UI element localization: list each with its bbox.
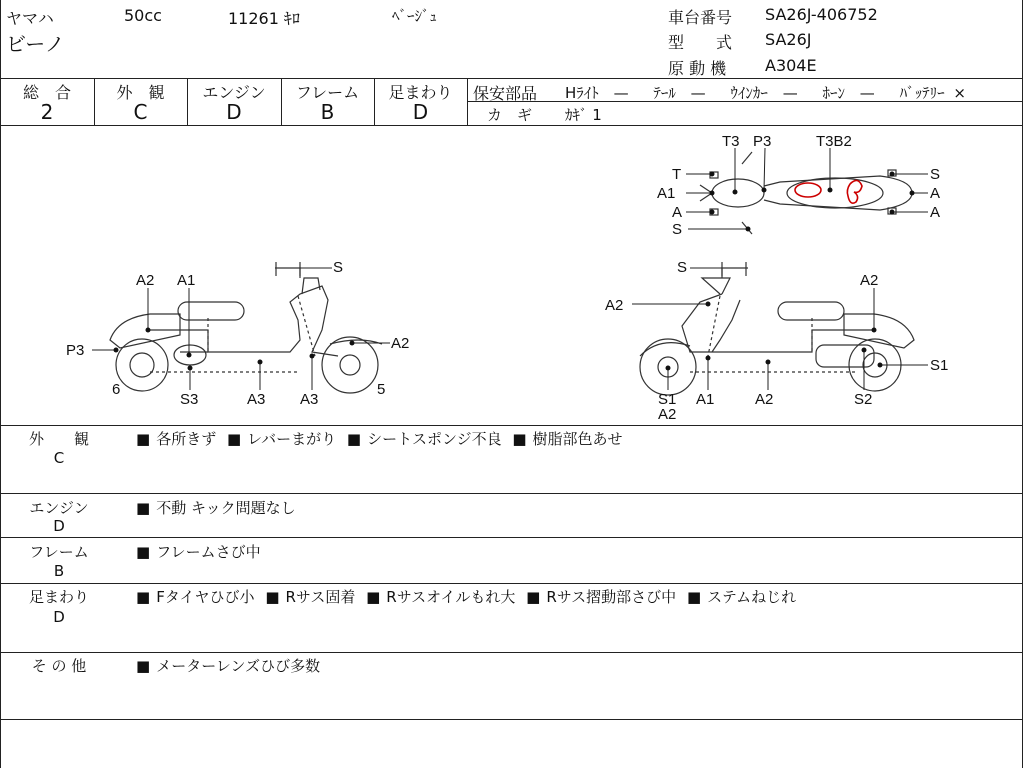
section-exterior-label: 外 観 [28, 430, 89, 448]
section-suspension-notes [136, 586, 802, 607]
exterior-grade: C [133, 100, 148, 124]
section-engine-notes [136, 497, 302, 518]
winker-label: ｳｲﾝｶｰ [730, 84, 768, 102]
note: 各所きず [156, 430, 217, 448]
battery-label: ﾊﾞｯﾃﾘｰ [899, 84, 945, 102]
section-exterior-grade: C [53, 449, 65, 467]
label-right-s2: S2 [854, 391, 873, 408]
label-left-a2: A2 [136, 272, 155, 289]
label-t3b2: T3B2 [816, 133, 852, 150]
section-engine-label: エンジン [29, 499, 89, 517]
label-a-right-2: A [930, 204, 941, 221]
note: Rサス固着 [285, 588, 356, 606]
engine-value: A304E [765, 56, 817, 75]
label-a-right-1: A [930, 185, 941, 202]
model-name: ビーノ [6, 32, 65, 56]
label-left-a1: A1 [177, 272, 196, 289]
bullet: ■ [136, 430, 151, 448]
suspension-grade: D [412, 100, 429, 124]
divider [0, 493, 1023, 494]
frame-grade-label: フレーム [295, 83, 360, 102]
engine-grade: D [226, 100, 242, 124]
engine-label: 原 動 機 [668, 59, 727, 78]
section-frame-grade: B [53, 562, 65, 580]
divider [0, 537, 1023, 538]
top-view [700, 152, 912, 234]
overall-label: 総 合 [22, 83, 71, 102]
label-a1: A1 [657, 185, 676, 202]
divider [0, 719, 1023, 720]
label-s-right: S [930, 166, 941, 183]
divider [0, 78, 1023, 79]
displacement: 50cc [124, 6, 162, 25]
label-t3: T3 [722, 133, 740, 150]
label-p3: P3 [753, 133, 772, 150]
label-left-5: 5 [377, 381, 386, 398]
bullet: ■ [366, 588, 381, 606]
safety-label: 保安部品 [473, 84, 538, 103]
label-a-left: A [672, 204, 683, 221]
label-right-s1b: S1 [658, 391, 677, 408]
label-t: T [672, 166, 682, 183]
bullet: ■ [512, 430, 527, 448]
note: ステムねじれ [707, 588, 797, 606]
label-right-s1: S1 [930, 357, 949, 374]
tail-mark: — [690, 84, 706, 102]
divider [467, 78, 468, 125]
note: メーターレンズひび多数 [156, 657, 321, 675]
label-right-a2a: A2 [605, 297, 624, 314]
bullet: ■ [226, 430, 242, 448]
section-frame-notes [136, 541, 267, 562]
section-suspension-label: 足まわり [28, 588, 89, 606]
section-other-notes [136, 655, 326, 676]
suspension-grade-label: 足まわり [388, 83, 453, 102]
section-other-label: そ の 他 [31, 657, 87, 675]
section-suspension-grade: D [53, 608, 65, 626]
note: 不動 キック問題なし [156, 499, 296, 517]
label-s-left: S [672, 221, 683, 238]
label-right-a2d: A2 [755, 391, 774, 408]
section-exterior-notes [136, 428, 629, 449]
bullet: ■ [346, 430, 362, 448]
section-frame-label: フレーム [29, 543, 89, 561]
label-left-a3b: A3 [300, 391, 319, 408]
bullet: ■ [136, 499, 151, 517]
label-left-s: S [333, 259, 344, 276]
divider [0, 652, 1023, 653]
engine-grade-label: エンジン [202, 83, 266, 102]
divider [0, 583, 1023, 584]
exterior-label: 外 観 [116, 83, 165, 102]
bullet: ■ [526, 588, 541, 606]
horn-mark: — [859, 84, 875, 102]
note: Fタイヤひび小 [156, 588, 255, 606]
note: レバーまがり [247, 430, 337, 448]
label-right-a1: A1 [696, 391, 715, 408]
section-engine-grade: D [53, 517, 65, 535]
tail-label: ﾃｰﾙ [653, 84, 676, 102]
key-label: カ ギ [487, 106, 533, 124]
note: Rサス摺動部さび中 [546, 588, 677, 606]
type-label: 型 式 [668, 33, 733, 52]
bullet: ■ [686, 588, 702, 606]
bullet: ■ [136, 588, 151, 606]
frame-no-label: 車台番号 [668, 8, 733, 27]
headlight-label: Hﾗｲﾄ [565, 84, 599, 102]
frame-no: SA26J-406752 [765, 5, 878, 24]
bullet: ■ [136, 543, 151, 561]
color: ﾍﾞｰｼﾞｭ [392, 7, 438, 25]
overall-grade: 2 [40, 100, 54, 124]
note: 樹脂部色あせ [532, 430, 623, 448]
horn-label: ﾎｰﾝ [822, 84, 846, 102]
label-left-a2b: A2 [391, 335, 410, 352]
winker-mark: — [782, 84, 798, 102]
label-right-s: S [677, 259, 688, 276]
key-value: ｶｷﾞ 1 [565, 106, 602, 124]
headlight-mark: — [613, 84, 629, 102]
bullet: ■ [136, 657, 151, 675]
type-value: SA26J [765, 30, 812, 49]
label-left-s3: S3 [180, 391, 199, 408]
label-left-a3a: A3 [247, 391, 266, 408]
note: Rサスオイルもれ大 [386, 588, 516, 606]
frame-grade: B [320, 100, 335, 124]
label-right-a2b: A2 [860, 272, 879, 289]
maker: ヤマハ [6, 9, 54, 28]
bullet: ■ [265, 588, 280, 606]
note: シートスポンジ不良 [367, 430, 502, 448]
battery-mark: × [953, 84, 966, 102]
damage-diagram [0, 126, 1022, 424]
safety-items [565, 82, 966, 103]
divider [0, 425, 1023, 426]
note: フレームさび中 [156, 543, 261, 561]
mileage: 11261 ｷﾛ [228, 9, 300, 28]
label-left-6: 6 [112, 381, 121, 398]
label-left-p3: P3 [66, 342, 85, 359]
label-right-a2c: A2 [658, 406, 677, 423]
